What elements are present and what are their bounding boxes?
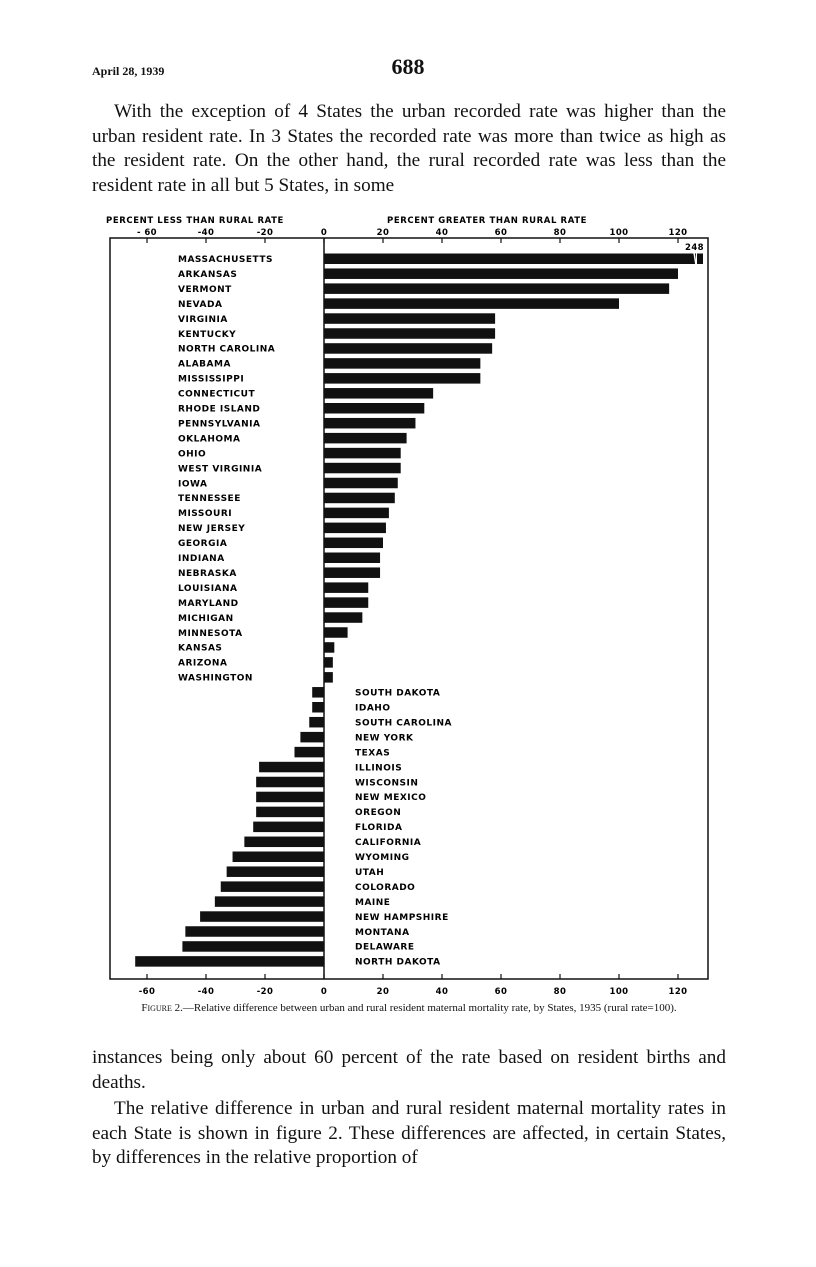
bar [324,478,398,489]
state-label: MARYLAND [178,598,239,609]
bar [182,941,324,952]
state-label: SOUTH DAKOTA [355,688,441,699]
top-tick-label: 20 [376,228,390,238]
state-label: DELAWARE [355,942,415,953]
bar [244,837,324,848]
bar [324,328,495,339]
bar [253,822,324,833]
state-label: COLORADO [355,882,416,893]
bar [300,732,324,743]
state-label: WISCONSIN [355,778,419,789]
bar [309,717,324,728]
bottom-tick-label: 20 [376,987,390,997]
bar [324,523,386,534]
state-label: TENNESSEE [178,494,241,505]
state-label: PENNSYLVANIA [178,419,261,430]
bar [324,433,407,444]
bar-break-segment [697,254,703,265]
bar [256,807,324,818]
state-label: FLORIDA [355,823,403,834]
bar [324,508,389,519]
state-label: CALIFORNIA [355,838,422,849]
state-label: NORTH CAROLINA [178,344,276,355]
bar [324,567,380,578]
bar [324,493,395,504]
state-label: NEW MEXICO [355,793,427,804]
bottom-tick-label: 120 [668,987,688,997]
state-label: MASSACHUSETTS [178,255,273,265]
page-number: 688 [391,54,425,79]
bar [324,642,334,653]
bar [324,553,380,564]
bar [324,358,480,369]
bar [312,687,324,698]
bar [295,747,325,758]
bar [324,268,678,279]
bottom-tick-label: 0 [320,987,328,997]
bottom-tick-label: -60 [138,987,156,997]
bar [324,448,401,459]
state-label: KENTUCKY [178,329,237,340]
state-label: KANSAS [178,643,223,654]
state-label: INDIANA [178,554,225,564]
bar [324,343,492,354]
bottom-tick-label: -20 [256,987,274,997]
paragraph-2: instances being only about 60 percent of the rate based on resident births and deaths. [92,1047,726,1093]
state-label: MISSISSIPPI [178,374,245,385]
bar [324,627,348,638]
top-tick-label: -20 [256,228,274,238]
state-label: IDAHO [355,703,391,714]
bar [215,896,324,907]
bar [324,463,401,474]
state-label: OHIO [178,449,207,460]
bar [259,762,324,773]
bottom-tick-label: 80 [553,987,567,997]
bar [256,792,324,803]
paragraph-3: The relative difference in urban and rural resident maternal mortality rates in each State is shown in figure 2. These differences are affected, in certain States, by differences in the relative proportion of [92,1098,726,1168]
bar [324,373,480,384]
figure-2-chart [100,208,720,1000]
state-label: SOUTH CAROLINA [355,718,452,729]
state-label: ILLINOIS [355,763,403,774]
figure-caption-label: Figure 2. [141,1002,183,1014]
bar [324,403,424,414]
bottom-tick-label: 40 [435,987,449,997]
bar [324,283,669,294]
state-label: MISSOURI [178,509,233,520]
top-tick-label: 40 [435,228,449,238]
state-label: MAINE [355,897,391,908]
state-label: MICHIGAN [178,613,234,624]
bar [324,418,415,429]
state-label: UTAH [355,867,385,878]
bottom-tick-label: 100 [609,987,629,997]
bar [256,777,324,788]
top-tick-label: 0 [320,228,328,238]
state-label: VERMONT [178,284,232,295]
header-date: April 28, 1939 [92,64,165,78]
state-label: ARIZONA [178,658,228,669]
top-tick-label: 60 [494,228,508,238]
state-label: GEORGIA [178,539,228,550]
bar [324,298,619,309]
state-label: ARKANSAS [178,269,238,280]
bar [312,702,324,713]
bar [324,597,368,608]
top-tick-label: - 60 [137,228,157,238]
bar [185,926,324,937]
bar [221,881,324,892]
bottom-tick-label: -40 [197,987,215,997]
bar [324,538,383,549]
state-label: CONNECTICUT [178,389,256,400]
state-label: OREGON [355,808,402,819]
bar [324,582,368,593]
top-tick-label: 120 [668,228,688,238]
bar [324,313,495,324]
bar [324,254,696,265]
state-label: ALABAMA [178,359,231,370]
state-label: NEVADA [178,299,223,310]
bar [324,672,333,683]
bar [233,852,324,863]
bar [227,866,324,877]
axis-title-left: PERCENT LESS THAN RURAL RATE [106,216,284,226]
state-label: WEST VIRGINIA [178,464,263,475]
state-label: MONTANA [355,927,410,938]
state-label: WASHINGTON [178,673,253,684]
state-label: OKLAHOMA [178,434,241,445]
state-label: NEBRASKA [178,568,237,579]
state-label: NORTH DAKOTA [355,957,441,968]
bottom-tick-label: 60 [494,987,508,997]
bar [324,388,433,399]
state-label: LOUISIANA [178,583,238,594]
state-label: TEXAS [355,748,391,759]
bar [200,911,324,922]
axis-title-right: PERCENT GREATER THAN RURAL RATE [387,216,588,226]
state-label: NEW HAMPSHIRE [355,912,449,923]
figure-caption [92,1001,726,1016]
state-label: MINNESOTA [178,628,243,639]
bar [135,956,324,967]
state-label: NEW YORK [355,733,414,744]
top-tick-label: 100 [609,228,629,238]
broken-bar-value-label: 248 [685,243,704,253]
top-tick-label: -40 [197,228,215,238]
bar [324,657,333,668]
state-label: VIRGINIA [178,314,228,325]
figure-caption-text: —Relative difference between urban and rural resident maternal mortality rate, by States, 1935 (rural rate=100). [182,1002,677,1014]
paragraph-1: With the exception of 4 States the urban recorded rate was higher than the urban resident rate. In 3 States the recorded rate was more than twice as high as the resident rate. On the other hand, the rural recorded rate was less than the resident rate in all but 5 States, in some [92,101,726,196]
top-tick-label: 80 [553,228,567,238]
state-label: IOWA [178,479,208,490]
state-label: WYOMING [355,853,410,863]
state-label: NEW JERSEY [178,524,246,535]
state-label: RHODE ISLAND [178,404,261,415]
bar [324,612,362,623]
